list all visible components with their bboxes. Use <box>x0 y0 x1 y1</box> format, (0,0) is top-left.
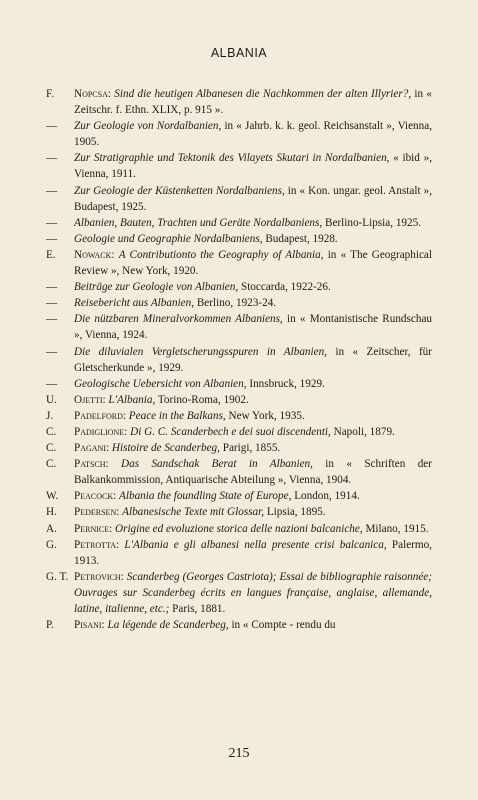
entry-lead: H. <box>46 506 57 519</box>
entry-details: Parigi, 1855. <box>219 442 281 455</box>
entry-details: in « Montanistische Rundschau », Vienna, 1924. <box>74 313 432 342</box>
bibliography-entry <box>46 150 432 182</box>
entry-author: Pedersen: <box>74 506 120 519</box>
entry-title: Albania the foundling State of Europe, <box>119 490 292 503</box>
entry-title: L'Albania, <box>108 393 156 406</box>
entry-title: Zur Geologie der Küstenketten Nordalbaniens, <box>74 184 285 197</box>
bibliography-entry <box>46 569 432 617</box>
entry-lead: P. <box>46 619 54 632</box>
entry-lead: — <box>46 377 58 390</box>
entry-details: in « Schriften der Balkankommission, Antiquarische Abteilung », Vienna, 1904. <box>74 458 432 487</box>
bibliography-entry <box>46 376 432 392</box>
bibliography-entry <box>46 617 432 633</box>
entry-lead: G. T. <box>46 570 69 583</box>
entry-details: New York, 1935. <box>225 409 305 422</box>
entry-author: Nowack: <box>74 248 115 261</box>
bibliography-entry <box>46 392 432 408</box>
entry-title: Zur Geologie von Nordalbanien, <box>74 120 222 133</box>
bibliography-entry <box>46 424 432 440</box>
bibliography-entry <box>46 440 432 456</box>
bibliography-entry <box>46 456 432 488</box>
entry-title: Peace in the Balkans, <box>128 409 226 422</box>
entry-lead: — <box>46 232 58 245</box>
entry-details: in « Zeitscher, für Gletscherkunde », 1929. <box>74 345 432 374</box>
entry-lead: — <box>46 216 58 229</box>
entry-lead: A. <box>46 522 57 535</box>
bibliography-entry <box>46 488 432 504</box>
entry-title: Geologie und Geographie Nordalbaniens, <box>74 232 263 245</box>
entry-lead: C. <box>46 425 57 438</box>
entry-details: London, 1914. <box>291 490 360 503</box>
entry-details: Torino-Roma, 1902. <box>155 393 249 406</box>
entry-title: Die nützbaren Mineralvorkommen Albaniens, <box>74 313 283 326</box>
page-header: ALBANIA <box>210 46 268 60</box>
entry-lead: — <box>46 281 58 294</box>
entry-details: in « Kon. ungar. geol. Anstalt », Budapest, 1925. <box>74 184 432 213</box>
entry-title: Das Sandschak Berat in Albanien, <box>121 458 313 471</box>
entry-title: A Contributionto the Geography of Albania, <box>118 248 324 261</box>
bibliography-entry <box>46 344 432 376</box>
entry-details: Innsbruck, 1929. <box>246 377 325 390</box>
entry-details: Budapest, 1928. <box>262 232 338 245</box>
bibliography-entry <box>46 311 432 343</box>
entry-author: Pernice: <box>74 522 113 535</box>
bibliography-entry <box>46 295 432 311</box>
entry-author: Patsch: <box>74 458 109 471</box>
bibliography-entry <box>46 247 432 279</box>
entry-lead: — <box>46 120 58 133</box>
entry-author: Petrotta: <box>74 538 120 551</box>
entry-title: Beiträge zur Geologie von Albanien, <box>74 281 239 294</box>
entry-lead: — <box>46 313 58 326</box>
entry-details: , in « Zeitschr. f. Ethn. XLIX, p. 915 ». <box>74 88 433 117</box>
entry-title: Scanderbeg (Georges Castriota); Essai de bibliographie raisonnée; Ouvrages sur Scanderbeg écrits en langues française, anglaise, allemande, latine, italienne, etc.; <box>74 570 432 615</box>
entry-lead: — <box>46 297 58 310</box>
entry-title: Die diluvialen Vergletscherungsspuren in Albanien, <box>74 345 327 358</box>
entry-lead: J. <box>46 409 54 422</box>
entry-lead: U. <box>46 393 57 406</box>
bibliography-entry <box>46 183 432 215</box>
bibliography-entry <box>46 408 432 424</box>
entry-details: in « Compte - rendu du <box>228 619 336 632</box>
entry-details: in « Jahrb. k. k. geol. Reichsanstalt », Vienna, 1905. <box>74 120 432 149</box>
bibliography-entry <box>46 504 432 520</box>
bibliography-entry <box>46 86 432 118</box>
entry-author: Peacock: <box>74 490 117 503</box>
bibliography-entry <box>46 215 432 231</box>
entry-title: Di G. C. Scanderbech e dei suoi discendenti, <box>130 425 331 438</box>
entry-lead: — <box>46 184 58 197</box>
entry-details: Berlino, 1923-24. <box>194 297 277 310</box>
entry-title: Origine ed evoluzione storica delle nazioni balcaniche, <box>115 522 363 535</box>
entry-title: Sind die heutigen Albanesen die Nachkommen der alten Illyrier? <box>114 88 409 100</box>
entry-details: « ibid », Vienna, 1911. <box>74 152 432 181</box>
entry-title: Reisebericht aus Albanien, <box>74 297 195 310</box>
entry-lead: C. <box>46 442 57 455</box>
entry-lead: E. <box>46 248 56 261</box>
entry-title: La légende de Scanderbeg, <box>107 619 229 632</box>
bibliography-entry <box>46 231 432 247</box>
entry-author: Padelford: <box>74 409 126 422</box>
bibliography-entry <box>46 537 432 569</box>
bibliography-list <box>46 86 432 633</box>
entry-lead: — <box>46 345 58 358</box>
entry-lead: G. <box>46 538 57 551</box>
bibliography-entry <box>46 279 432 295</box>
entry-author: Petrovich: <box>74 570 124 583</box>
entry-author: Nopcsa: <box>74 88 111 100</box>
page-number: 215 <box>228 746 250 761</box>
entry-details: Lipsia, 1895. <box>264 506 326 519</box>
bibliography-entry <box>46 521 432 537</box>
entry-author: Pisani: <box>74 619 105 632</box>
entry-details: Stoccarda, 1922-26. <box>238 281 331 294</box>
entry-author: Padiglione: <box>74 425 128 438</box>
entry-title: Zur Stratigraphie und Tektonik des Vilayets Skutari in Nordalbanien, <box>74 152 390 165</box>
entry-details: in « The Geographical Review », New York, 1920. <box>74 248 432 278</box>
entry-title: Albanesische Texte mit Glossar, <box>122 506 265 519</box>
entry-title: Geologische Uebersicht von Albanien, <box>74 377 247 390</box>
entry-lead: W. <box>46 490 59 503</box>
entry-details: Palermo, 1913. <box>74 538 432 567</box>
entry-title: Histoire de Scanderbeg, <box>111 442 220 455</box>
entry-lead: C. <box>46 458 57 471</box>
entry-details: Napoli, 1879. <box>330 425 395 438</box>
entry-title: L'Albania e gli albanesi nella presente crisi balcanica, <box>124 538 387 551</box>
bibliography-entry <box>46 118 432 150</box>
entry-author: Pagani: <box>74 442 110 455</box>
entry-details: Paris, 1881. <box>169 603 226 615</box>
entry-author: Ojetti: <box>74 393 106 406</box>
entry-details: Milano, 1915. <box>362 522 429 535</box>
entry-lead: F. <box>46 88 55 100</box>
entry-title: Albanien, Bauten, Trachten und Geräte Nordalbaniens, <box>74 216 323 229</box>
entry-details: Berlino-Lipsia, 1925. <box>322 216 421 229</box>
entry-lead: — <box>46 152 58 165</box>
